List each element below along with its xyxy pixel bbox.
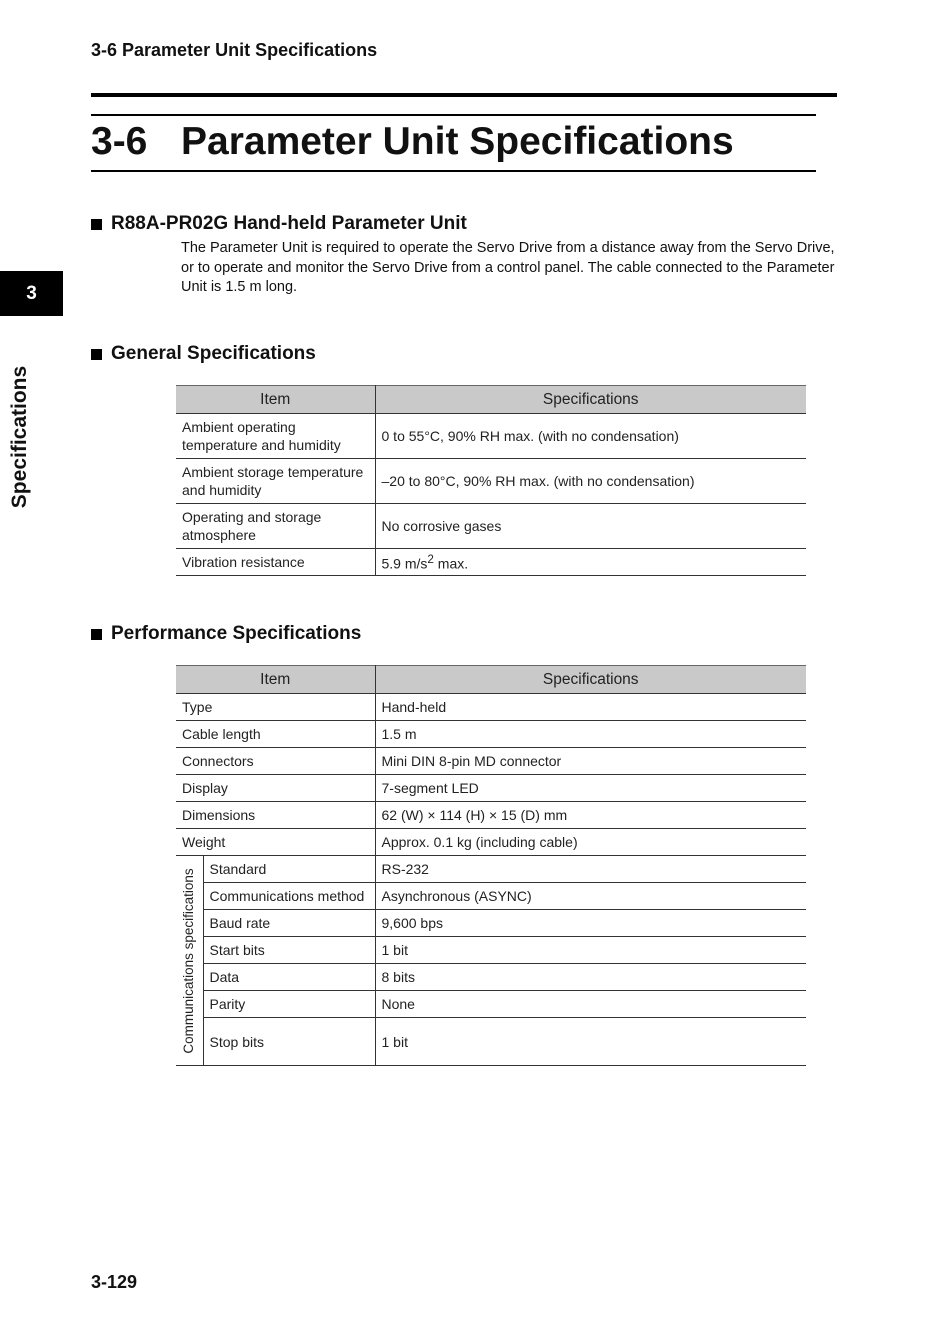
- item-cell: Data: [203, 964, 375, 991]
- item-cell: Communications method: [203, 883, 375, 910]
- section-heading-general: [91, 343, 316, 365]
- header-rule: [91, 93, 837, 97]
- spec-cell: Mini DIN 8-pin MD connector: [375, 748, 806, 775]
- item-cell: Cable length: [176, 721, 375, 748]
- item-cell: Type: [176, 694, 375, 721]
- table-row: [176, 504, 806, 549]
- table-row: [176, 883, 806, 910]
- comm-group-cell: [176, 856, 203, 1066]
- table-row: [176, 910, 806, 937]
- item-cell: Parity: [203, 991, 375, 1018]
- chapter-tab: [0, 271, 63, 316]
- chapter-side-label: Specifications: [8, 365, 31, 509]
- spec-cell: 1 bit: [375, 937, 806, 964]
- spec-cell: 1.5 m: [375, 721, 806, 748]
- section-heading-parameter-unit: [91, 213, 467, 235]
- title-text: Parameter Unit Specifications: [181, 120, 734, 163]
- table-row: [176, 549, 806, 576]
- item-cell: Start bits: [203, 937, 375, 964]
- square-bullet-icon: [91, 629, 102, 640]
- spec-value-suffix: max.: [433, 555, 469, 572]
- item-cell: Weight: [176, 829, 375, 856]
- spec-value: 5.9 m/s: [381, 555, 428, 572]
- page-number: 3-129: [91, 1272, 138, 1292]
- title-number: 3-6: [91, 120, 148, 163]
- column-header-item: Item: [176, 666, 375, 694]
- page-title: [91, 120, 734, 164]
- spec-cell: –20 to 80°C, 90% RH max. (with no condensation): [375, 459, 806, 504]
- table-row: [176, 802, 806, 829]
- item-cell: Ambient storage temperature and humidity: [176, 459, 375, 504]
- table-row: [176, 991, 806, 1018]
- column-header-specifications: Specifications: [375, 666, 806, 694]
- square-bullet-icon: [91, 219, 102, 230]
- table-row: [176, 414, 806, 459]
- performance-spec-table: [176, 665, 806, 1066]
- spec-cell: Hand-held: [375, 694, 806, 721]
- table-header-row: [176, 666, 806, 694]
- table-row: [176, 1018, 806, 1066]
- superscript: 2: [427, 553, 434, 567]
- chapter-number: 3: [26, 282, 37, 304]
- table-row: [176, 748, 806, 775]
- spec-cell: Asynchronous (ASYNC): [375, 883, 806, 910]
- item-cell: Vibration resistance: [176, 549, 375, 576]
- table-row: [176, 856, 806, 883]
- section-heading-text: Performance Specifications: [111, 623, 362, 644]
- table-row: [176, 829, 806, 856]
- table-row: [176, 937, 806, 964]
- spec-cell: Approx. 0.1 kg (including cable): [375, 829, 806, 856]
- spec-cell: 9,600 bps: [375, 910, 806, 937]
- spec-cell: 7-segment LED: [375, 775, 806, 802]
- general-spec-table: [176, 385, 806, 576]
- table-row: [176, 694, 806, 721]
- spec-cell: RS-232: [375, 856, 806, 883]
- spec-cell: 1 bit: [375, 1018, 806, 1066]
- item-cell: Ambient operating temperature and humidity: [176, 414, 375, 459]
- comm-group-label: Communications specifications: [181, 867, 197, 1054]
- item-cell: Dimensions: [176, 802, 375, 829]
- spec-cell: 62 (W) × 114 (H) × 15 (D) mm: [375, 802, 806, 829]
- table-row: [176, 721, 806, 748]
- square-bullet-icon: [91, 349, 102, 360]
- item-cell: Connectors: [176, 748, 375, 775]
- intro-paragraph: The Parameter Unit is required to operate the Servo Drive from a distance away from the Servo Drive, or to operate and monitor the Servo Drive from a control panel. The cable connected to the Parameter Unit is 1.5 m long.: [181, 240, 835, 295]
- column-header-specifications: Specifications: [375, 386, 806, 414]
- section-heading-performance: [91, 623, 361, 645]
- item-cell: Stop bits: [203, 1018, 375, 1066]
- table-header-row: [176, 386, 806, 414]
- title-rule-bottom: [91, 170, 816, 172]
- spec-cell: [375, 549, 806, 576]
- table-row: [176, 459, 806, 504]
- spec-cell: No corrosive gases: [375, 504, 806, 549]
- item-cell: Standard: [203, 856, 375, 883]
- running-head: 3-6 Parameter Unit Specifications: [91, 40, 378, 60]
- item-cell: Display: [176, 775, 375, 802]
- section-heading-text: General Specifications: [111, 343, 316, 364]
- item-cell: Baud rate: [203, 910, 375, 937]
- title-rule-top: [91, 114, 816, 116]
- spec-cell: None: [375, 991, 806, 1018]
- spec-cell: 0 to 55°C, 90% RH max. (with no condensation): [375, 414, 806, 459]
- table-row: [176, 964, 806, 991]
- item-cell: Operating and storage atmosphere: [176, 504, 375, 549]
- column-header-item: Item: [176, 386, 375, 414]
- section-heading-text: R88A-PR02G Hand-held Parameter Unit: [111, 213, 467, 234]
- table-row: [176, 775, 806, 802]
- spec-cell: 8 bits: [375, 964, 806, 991]
